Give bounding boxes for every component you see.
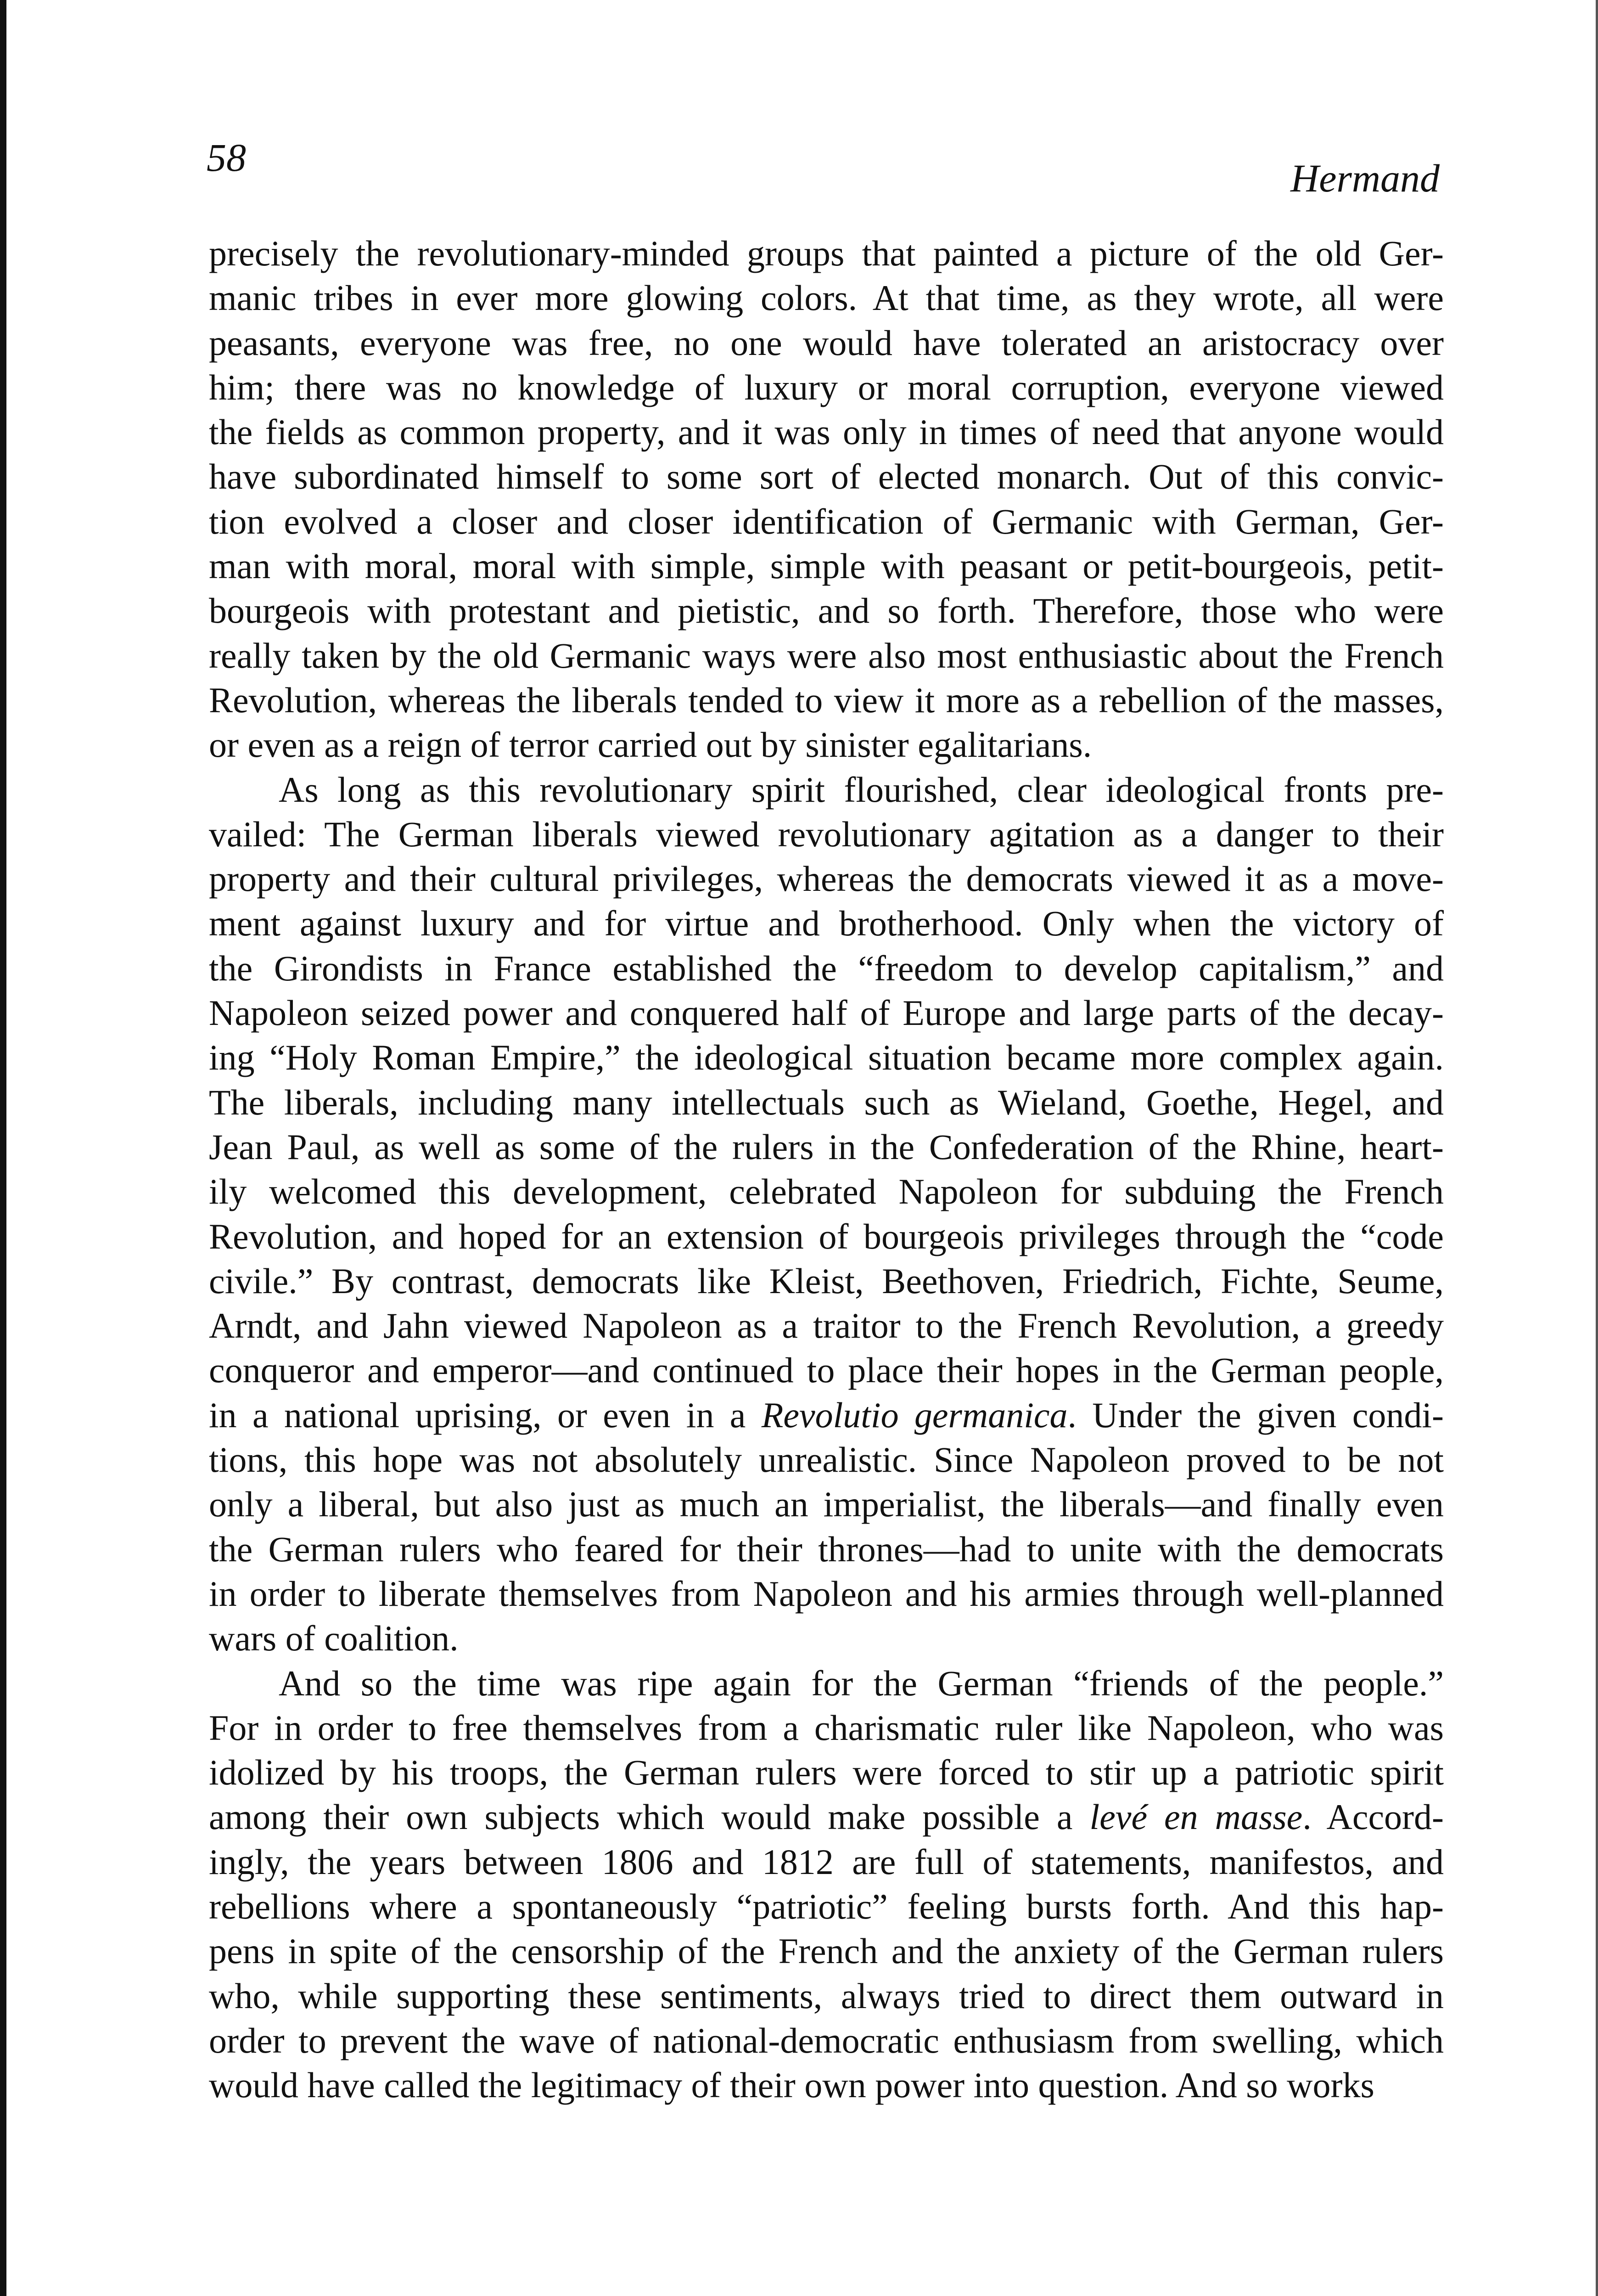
text-line: ily welcomed this development, celebrated Napoleon for subduing the French	[209, 1171, 1444, 1212]
text-line: Napoleon seized power and conquered half of Europe and large parts of the decay-	[209, 993, 1444, 1033]
text-line: in order to liberate themselves from Napoleon and his armies through well-planned	[209, 1573, 1444, 1614]
scan-border-left	[0, 0, 6, 2296]
running-head: Hermand	[1290, 156, 1440, 200]
text-line: For in order to free themselves from a charismatic ruler like Napoleon, who was	[209, 1707, 1444, 1748]
text-line: who, while supporting these sentiments, always tried to direct them outward in	[209, 1975, 1444, 2016]
text-line: manic tribes in ever more glowing colors. At that time, as they wrote, all were	[209, 278, 1444, 318]
text-line: among their own subjects which would make possible a levé en masse. Accord-	[209, 1797, 1444, 1837]
text-line: Arndt, and Jahn viewed Napoleon as a traitor to the French Revolution, a greedy	[209, 1306, 1444, 1346]
text-line: really taken by the old Germanic ways were also most enthusiastic about the French	[209, 635, 1444, 675]
text-line: Revolution, whereas the liberals tended to view it more as a rebellion of the masses,	[209, 680, 1444, 720]
text-line: or even as a reign of terror carried out by sinister egalitarians.	[209, 725, 1092, 765]
italic-phrase: levé en masse	[1089, 1797, 1303, 1837]
text-line: only a liberal, but also just as much an imperialist, the liberals—and finally even	[209, 1484, 1444, 1525]
text-line: civile.” By contrast, democrats like Kleist, Beethoven, Friedrich, Fichte, Seume,	[209, 1261, 1444, 1301]
text-line: have subordinated himself to some sort of elected monarch. Out of this convic-	[209, 456, 1444, 497]
text-line: And so the time was ripe again for the German “friends of the people.”	[279, 1663, 1444, 1703]
text-line: Revolution, and hoped for an extension of bourgeois privileges through the “code	[209, 1216, 1444, 1256]
paragraph	[209, 1661, 1444, 2108]
paragraph	[209, 231, 1444, 767]
text-line: Jean Paul, as well as some of the rulers in the Confederation of the Rhine, heart-	[209, 1126, 1444, 1167]
text-line: him; there was no knowledge of luxury or moral corruption, everyone viewed	[209, 367, 1444, 407]
text-line: precisely the revolutionary-minded groups that painted a picture of the old Ger-	[209, 233, 1444, 273]
text-line: idolized by his troops, the German rulers were forced to stir up a patriotic spirit	[209, 1752, 1444, 1793]
scan-border-right	[1596, 0, 1598, 2296]
text-line: conqueror and emperor—and continued to place their hopes in the German people,	[209, 1350, 1444, 1390]
text-line: peasants, everyone was free, no one would have tolerated an aristocracy over	[209, 322, 1444, 363]
text-line: ing “Holy Roman Empire,” the ideological situation became more complex again.	[209, 1037, 1444, 1078]
text-line: bourgeois with protestant and pietistic, and so forth. Therefore, those who were	[209, 591, 1444, 631]
text-line: would have called the legitimacy of their own power into question. And so works	[209, 2065, 1374, 2105]
text-line: As long as this revolutionary spirit flourished, clear ideological fronts pre-	[279, 769, 1444, 810]
text-line: pens in spite of the censorship of the French and the anxiety of the German rulers	[209, 1931, 1444, 1971]
text-line: wars of coalition.	[209, 1618, 459, 1659]
italic-phrase: Revolutio germanica	[761, 1395, 1068, 1435]
text-line: the fields as common property, and it was only in times of need that anyone would	[209, 412, 1444, 452]
text-line: ingly, the years between 1806 and 1812 are full of statements, manifestos, and	[209, 1841, 1444, 1882]
text-line: in a national uprising, or even in a Revolutio germanica. Under the given condi-	[209, 1395, 1444, 1435]
text-line: rebellions where a spontaneously “patriotic” feeling bursts forth. And this hap-	[209, 1886, 1444, 1926]
paragraph	[209, 767, 1444, 1661]
text-line: tions, this hope was not absolutely unrealistic. Since Napoleon proved to be not	[209, 1440, 1444, 1480]
text-line: the German rulers who feared for their thrones—had to unite with the democrats	[209, 1529, 1444, 1569]
body-text	[209, 231, 1444, 2107]
text-line: property and their cultural privileges, whereas the democrats viewed it as a move-	[209, 859, 1444, 899]
text-line: order to prevent the wave of national-democratic enthusiasm from swelling, which	[209, 2020, 1444, 2060]
text-line: vailed: The German liberals viewed revolutionary agitation as a danger to their	[209, 814, 1444, 854]
page-number: 58	[207, 135, 246, 180]
text-line: the Girondists in France established the “freedom to develop capitalism,” and	[209, 948, 1444, 988]
text-line: tion evolved a closer and closer identification of Germanic with German, Ger-	[209, 501, 1444, 541]
text-line: man with moral, moral with simple, simple with peasant or petit-bourgeois, petit-	[209, 546, 1444, 586]
text-line: ment against luxury and for virtue and brotherhood. Only when the victory of	[209, 903, 1444, 944]
text-line: The liberals, including many intellectuals such as Wieland, Goethe, Hegel, and	[209, 1082, 1444, 1122]
